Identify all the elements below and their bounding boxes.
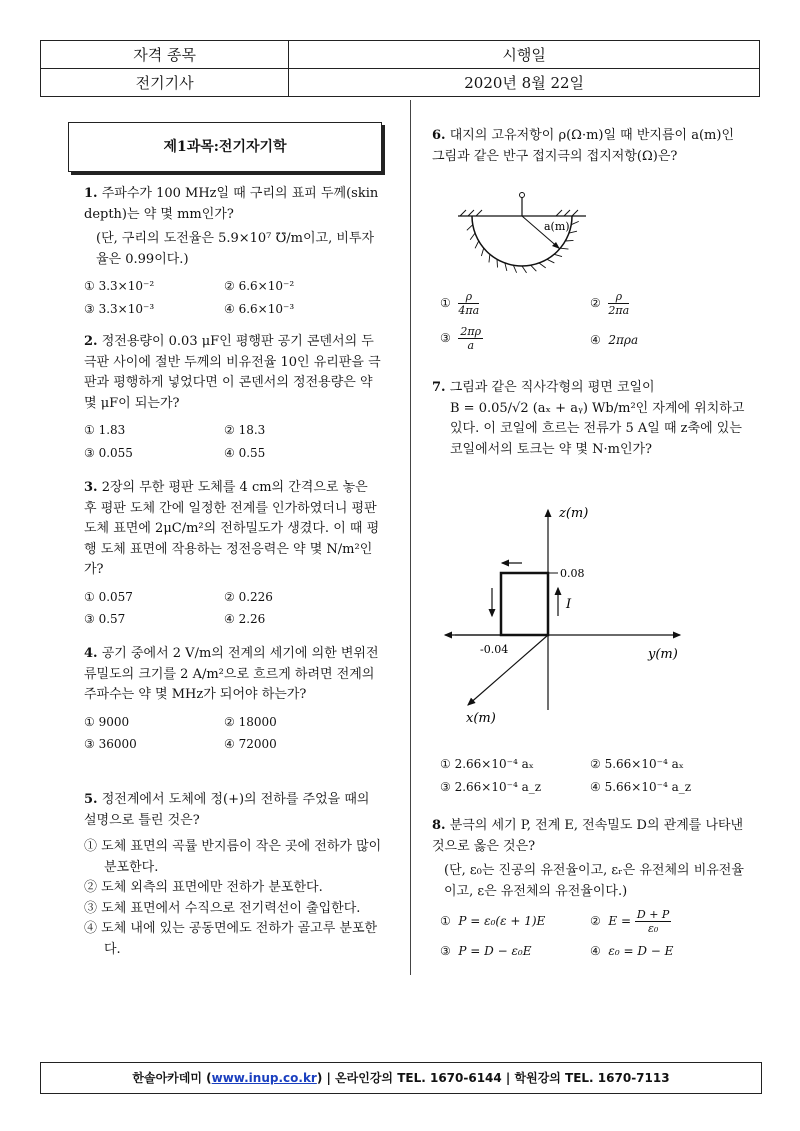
option-4[interactable]: ④ 2πρa	[590, 333, 639, 347]
option-3[interactable]: ③ 도체 표면에서 수직으로 전기력선이 출입한다.	[84, 900, 361, 916]
question-stem: 그림과 같은 직사각형의 평면 코일이	[449, 380, 655, 395]
header-col2-title: 시행일	[289, 41, 760, 69]
question-8	[432, 816, 752, 902]
option-3[interactable]: ③ 36000	[84, 737, 137, 751]
header-table	[40, 40, 760, 97]
subject-title: 제1과목:전기자기학	[68, 122, 382, 172]
option-4[interactable]: ④ 6.6×10⁻³	[224, 301, 295, 316]
question-number: 5.	[84, 792, 98, 807]
question-number: 3.	[84, 480, 98, 495]
question-1	[84, 184, 384, 319]
option-4[interactable]: ④ ε₀ = D − E	[590, 944, 674, 958]
option-1[interactable]: ① 9000	[84, 714, 130, 729]
question-7	[432, 378, 752, 460]
option-2[interactable]: ② 5.66×10⁻⁴ aₓ	[590, 757, 684, 771]
question-8-options	[440, 908, 750, 962]
question-stem: 대지의 고유저항이 ρ(Ω·m)일 때 반지름이 a(m)인 그림과 같은 반구 접지극의 접지저항(Ω)은?	[432, 128, 734, 164]
question-stem: 주파수가 100 MHz일 때 구리의 표피 두께(skin depth)는 약 몇 mm인가?	[84, 186, 379, 222]
option-1[interactable]: ① $\frac{\rho}{4\pi a}$	[440, 290, 480, 317]
header-col2-value: 2020년 8월 22일	[289, 69, 760, 97]
hemisphere-electrode-figure	[452, 192, 592, 274]
option-4[interactable]: ④ 72000	[224, 737, 277, 751]
z-tick-label: 0.08	[560, 567, 585, 580]
header-col1-value: 전기기사	[41, 69, 289, 97]
option-1[interactable]: ① P = ε₀(ε + 1)E	[440, 914, 546, 929]
option-1[interactable]: ① 3.3×10⁻²	[84, 279, 155, 293]
option-1[interactable]: ① 도체 표면의 곡률 반지름이 작은 곳에 전하가 많이 분포한다.	[84, 839, 382, 875]
option-4[interactable]: ④ 0.55	[224, 445, 266, 460]
current-label: I	[566, 597, 572, 612]
footer-website-link[interactable]: www.inup.co.kr	[211, 1071, 317, 1085]
question-number: 7.	[432, 380, 446, 395]
question-number: 1.	[84, 186, 98, 201]
question-formula: B = 0.05/√2 (aₓ + aᵧ) Wb/m²인 자계에 위치하고	[450, 400, 745, 416]
question-note: (단, ε₀는 진공의 유전율이고, εᵣ은 유전체의 비유전율이고, ε은 유전체의 유전율이다.)	[444, 863, 744, 899]
radius-label: a(m)	[544, 220, 570, 233]
option-2[interactable]: ② 0.226	[224, 589, 273, 604]
option-3[interactable]: ③ P = D − ε₀E	[440, 944, 532, 958]
footer-contact: ) | 온라인강의 TEL. 1670-6144 | 학원강의 TEL. 1670-7113	[316, 1071, 670, 1085]
question-7-options	[440, 748, 750, 797]
option-1[interactable]: ① 2.66×10⁻⁴ aₓ	[440, 757, 534, 771]
option-3[interactable]: ③ 0.055	[84, 445, 133, 460]
header-col1-title: 자격 종목	[41, 41, 289, 69]
coil-figure	[440, 500, 700, 730]
option-4[interactable]: ④ 2.26	[224, 612, 266, 626]
option-1[interactable]: ① 0.057	[84, 589, 133, 604]
y-axis-label: y(m)	[648, 647, 678, 662]
question-stem: 분극의 세기 P, 전계 E, 전속밀도 D의 관계를 나타낸 것으로 옳은 것은?	[432, 818, 744, 854]
z-axis-label: z(m)	[559, 506, 589, 521]
option-3[interactable]: ③ 0.57	[84, 612, 126, 626]
option-4[interactable]: ④ 도체 내에 있는 공동면에도 전하가 골고루 분포한다.	[84, 921, 378, 957]
question-6-options	[440, 290, 740, 355]
question-stem: 정전계에서 도체에 정(+)의 전하를 주었을 때의 설명으로 틀린 것은?	[84, 792, 370, 828]
question-5	[84, 790, 384, 960]
option-2[interactable]: ② E = $\frac{D + P}{\text{ε₀}}$	[590, 908, 670, 935]
question-stem: 공기 중에서 2 V/m의 전계의 세기에 의한 변위전류밀도의 크기를 2 A/m²으로 흐르게 하려면 전계의 주파수는 약 몇 MHz가 되어야 하는가?	[84, 646, 379, 702]
question-number: 6.	[432, 128, 446, 143]
option-2[interactable]: ② 18000	[224, 714, 277, 729]
question-number: 8.	[432, 818, 446, 833]
x-axis-label: x(m)	[466, 711, 496, 726]
question-stem: 정전용량이 0.03 μF인 평행판 공기 콘덴서의 두 극판 사이에 절반 두께의 비유전율 10인 유리판을 극판과 평행하게 넣었다면 이 콘덴서의 정전용량은 약 몇 μF이 되는가?	[84, 334, 381, 411]
option-2[interactable]: ② $\frac{\rho}{2\pi a}$	[590, 290, 630, 317]
option-4[interactable]: ④ 5.66×10⁻⁴ a_z	[590, 779, 692, 794]
footer-bar	[40, 1062, 762, 1094]
y-tick-label: -0.04	[480, 643, 509, 656]
question-stem-cont: 있다. 이 코일에 흐르는 전류가 5 A일 때 z축에 있는 코일에서의 토크는 약 몇 N·m인가?	[450, 421, 742, 457]
option-2[interactable]: ② 도체 외측의 표면에만 전하가 분포한다.	[84, 880, 323, 895]
question-note: (단, 구리의 도전율은 5.9×10⁷ ℧/m이고, 비투자율은 0.99이다.)	[96, 231, 375, 267]
question-number: 2.	[84, 334, 98, 349]
option-1[interactable]: ① 1.83	[84, 423, 126, 437]
question-2	[84, 332, 384, 463]
question-stem: 2장의 무한 평판 도체를 4 cm의 간격으로 놓은 후 평판 도체 간에 일정한 전계를 인가하였더니 평판 도체 표면에 2μC/m²의 전하밀도가 생겼다. 이 때 평행 도체 표면에 작용하는 정전응력은 약 몇 N/m²인가?	[84, 480, 380, 577]
question-3	[84, 478, 384, 630]
option-2[interactable]: ② 18.3	[224, 423, 266, 437]
option-3[interactable]: ③ 2.66×10⁻⁴ a_z	[440, 779, 542, 794]
option-2[interactable]: ② 6.6×10⁻²	[224, 279, 295, 293]
question-4	[84, 644, 384, 755]
column-divider	[410, 100, 411, 975]
footer-prefix: 한솔아카데미 (	[132, 1071, 212, 1085]
option-3[interactable]: ③ $\frac{2\pi\rho}{a}$	[440, 325, 482, 352]
option-3[interactable]: ③ 3.3×10⁻³	[84, 301, 155, 316]
question-6	[432, 126, 742, 167]
question-number: 4.	[84, 646, 98, 661]
